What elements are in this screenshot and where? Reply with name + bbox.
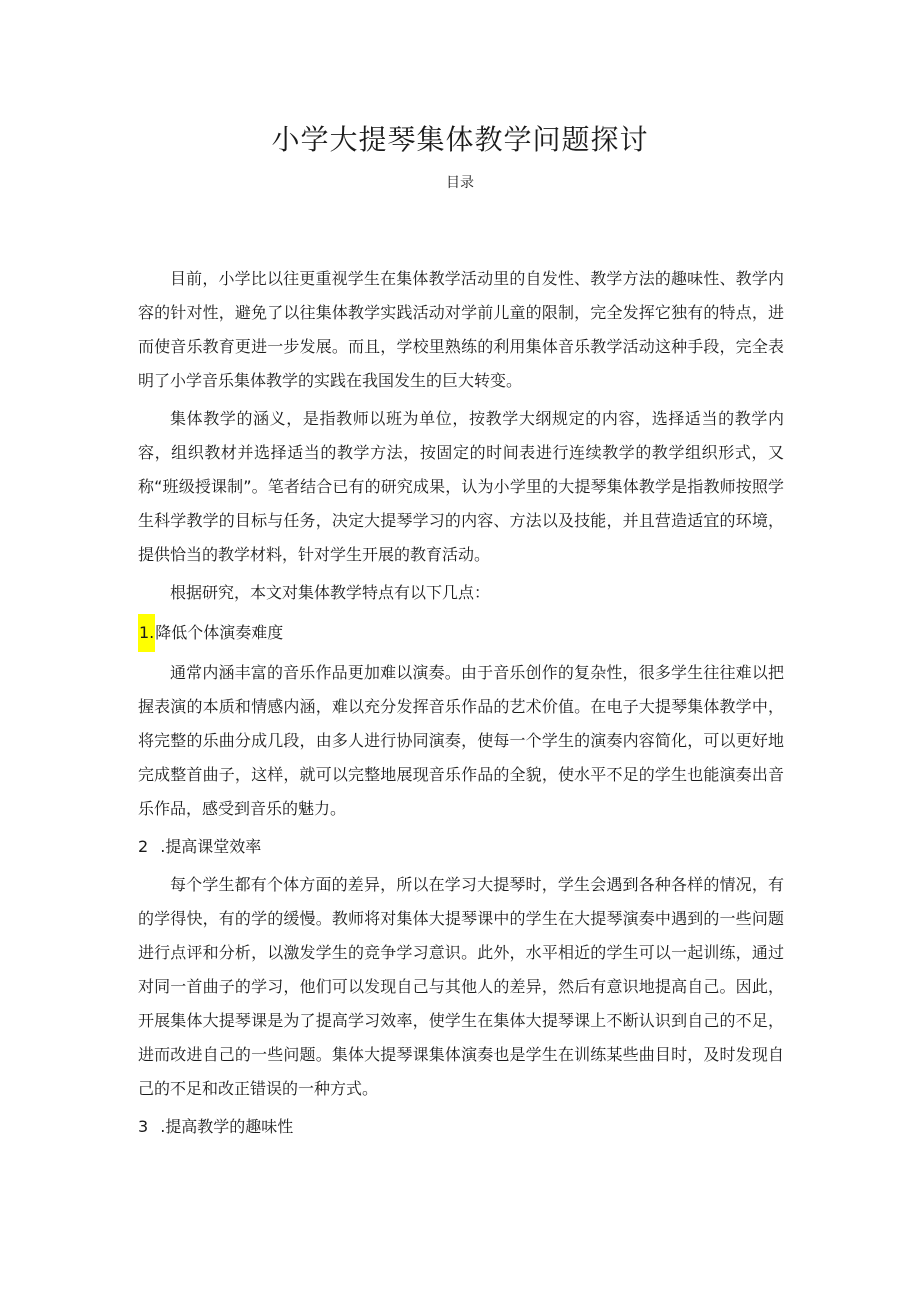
- toc-label: 目录: [446, 175, 474, 191]
- document-body: [138, 262, 784, 1148]
- paragraph: 根据研究，本文对集体教学特点有以下几点：: [170, 583, 491, 602]
- paragraph: 集体教学的涵义，是指教师以班为单位，按教学大纲规定的内容，选择适当的教学内容，组织教材并选择适当的教学方法，按固定的时间表进行连续教学的教学组织形式，又称“班级授课制”。笔者结合已有的研究成果，认为小学里的大提琴集体教学是指教师按照学生科学教学的目标与任务，决定大提琴学习的内容、方法以及技能，并且营造适宜的环境，提供恰当的教学材料，针对学生开展的教育活动。: [138, 409, 784, 564]
- section-heading-2: [138, 830, 784, 864]
- section-heading-3: [138, 1110, 784, 1144]
- paragraph: 通常内涵丰富的音乐作品更加难以演奏。由于音乐创作的复杂性，很多学生往往难以把握表演的本质和情感内涵，难以充分发挥音乐作品的艺术价值。在电子大提琴集体教学中，将完整的乐曲分成几段，由多人进行协同演奏，使每一个学生的演奏内容简化，可以更好地完成整首曲子，这样，就可以完整地展现音乐作品的全貌，使水平不足的学生也能演奏出音乐作品，感受到音乐的魅力。: [138, 663, 784, 818]
- paragraph: 每个学生都有个体方面的差异，所以在学习大提琴时，学生会遇到各种各样的情况，有的学得快，有的学的缓慢。教师将对集体大提琴课中的学生在大提琴演奏中遇到的一些问题进行点评和分析，以激发学生的竞争学习意识。此外，水平相近的学生可以一起训练，通过对同一首曲子的学习，他们可以发现自己与其他人的差异，然后有意识地提高自己。因此，开展集体大提琴课是为了提高学习效率，使学生在集体大提琴课上不断认识到自己的不足，进而改进自己的一些问题。集体大提琴课集体演奏也是学生在训练某些曲目时，及时发现自己的不足和改正错误的一种方式。: [138, 875, 784, 1098]
- heading-text: 降低个体演奏难度: [155, 623, 284, 642]
- section-heading-1: [138, 614, 784, 652]
- heading-number: 3: [138, 1117, 149, 1136]
- paragraph: 目前，小学比以往更重视学生在集体教学活动里的自发性、教学方法的趣味性、教学内容的针对性，避免了以往集体教学实践活动对学前儿童的限制，完全发挥它独有的特点，进而使音乐教育更进一步发展。而且，学校里熟练的利用集体音乐教学活动这种手段，完全表明了小学音乐集体教学的实践在我国发生的巨大转变。: [138, 269, 784, 390]
- document-title: 小学大提琴集体教学问题探讨: [271, 123, 649, 156]
- heading-text: .提高教学的趣味性: [160, 1117, 294, 1136]
- heading-number-highlighted: 1.: [138, 614, 155, 652]
- heading-number: 2: [138, 837, 149, 856]
- heading-text: .提高课堂效率: [160, 837, 262, 856]
